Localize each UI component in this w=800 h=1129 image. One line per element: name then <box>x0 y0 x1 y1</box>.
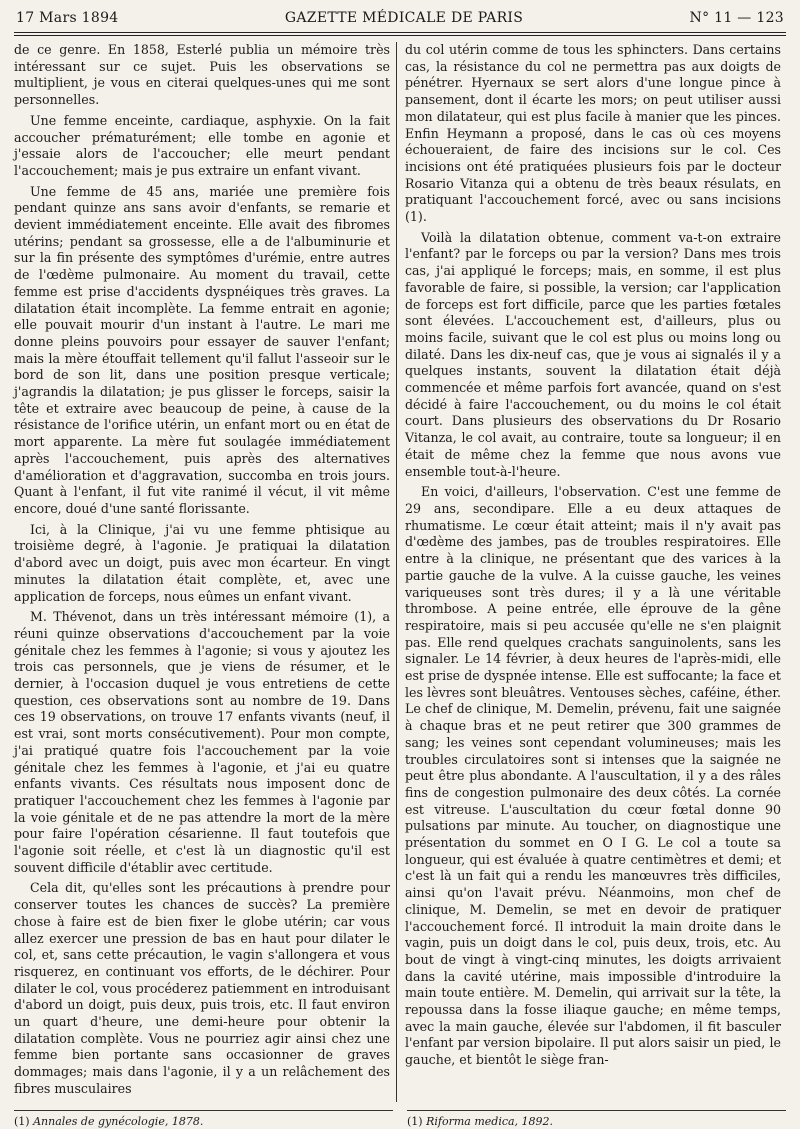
issue-page-number: N° 11 — 123 <box>689 10 784 26</box>
paragraph: du col utérin comme de tous les sphincters. Dans certains cas, la résistance du col ne permettra pas aux doigts de pénétrer. Hyernaux se sert alors d'une longue pince à pansement, dont il écarte les mors; on peut utiliser aussi mon dilatateur, qui est plus facile à manier que les pinces. Enfin Heymann a proposé, dans le cas où ces moyens échoueraient, de faire des incisions sur le col. Ces incisions ont été pratiquées plusieurs fois par le docteur Rosario Vitanza qui a obtenu de très beaux résulats, en pratiquant l'accouchement forcé, avec ou sans incisions (1). <box>405 42 781 225</box>
left-column <box>14 42 396 1102</box>
header-rule-thin <box>14 35 786 36</box>
footnote-mark: (1) <box>14 1114 30 1128</box>
footnote-text: Annales de gynécologie, 1878. <box>33 1114 204 1128</box>
right-column <box>397 42 781 1102</box>
paragraph: Une femme enceinte, cardiaque, asphyxie. On la fait accoucher prématurément; elle tombe en agonie et j'essaie alors de l'accoucher; elle meurt pendant l'accouchement; mais je pus extraire un enfant vivant. <box>14 112 390 178</box>
paragraph: Voilà la dilatation obtenue, comment va-t-on extraire l'enfant? par le forceps ou par la version? Dans mes trois cas, j'ai appliqué le forceps; mais, en somme, il est plus favorable de faire, si possible, la version; car l'application de forceps est fort difficile, parce que les parties fœtales sont élevées. L'accouchement est, d'ailleurs, plus ou moins facile, suivant que le col est plus ou moins long ou dilaté. Dans les dix-neuf cas, que je vous ai signalés il y a quelques instants, souvent la dilatation était déjà commencée et même parfois fort avancée, quand on s'est décidé à faire l'accouchement, ou du moins le col était court. Dans plusieurs des observations du Dr Rosario Vitanza, le col avait, au contraire, toute sa longueur; il en était de même chez la femme que nous avons vue ensemble tout-à-l'heure. <box>405 229 781 479</box>
paragraph: M. Thévenot, dans un très intéressant mémoire (1), a réuni quinze observations d'accouchement par la voie génitale chez les femmes à l'agonie; si vous y ajoutez les trois cas personnels, que je viens de résumer, et le dernier, à l'occasion duquel je vous entretiens de cette question, ces observations sont au nombre de 19. Dans ces 19 observations, on trouve 17 enfants vivants (neuf, il est vrai, sont morts consécutivement). Pour mon compte, j'ai pratiqué quatre fois l'accouchement par la voie génitale chez les femmes à l'agonie, et j'ai eu quatre enfants vivants. Ces résultats nous imposent donc de pratiquer l'accouchement chez les femmes à l'agonie par la voie génitale et de ne pas attendre la mort de la mère pour faire l'opération césarienne. Il faut toutefois que l'agonie soit réelle, et c'est là un diagnostic qu'il est souvent difficile d'établir avec certitude. <box>14 609 390 875</box>
footnotes <box>14 1110 786 1129</box>
footnote-left <box>14 1110 393 1129</box>
header-rule <box>14 32 786 33</box>
paragraph: Une femme de 45 ans, mariée une première fois pendant quinze ans sans avoir d'enfants, se remarie et devient immédiatement enceinte. Elle avait des fibromes utérins; pendant sa grossesse, elle a de l'albuminurie et sur la fin présente des symptômes d'urémie, entre autres de l'œdème pulmonaire. Au moment du travail, cette femme est prise d'accidents dyspnéiques très graves. La dilatation était incomplète. La femme entrait en agonie; elle pouvait mourir d'un instant à l'autre. Le mari me donne pleins pouvoirs pour essayer de sauver l'enfant; mais la mère étouffait tellement qu'il fallut l'asseoir sur le bord de son lit, dans une position presque verticale; j'agrandis la dilatation; je pus glisser le forceps, saisir la tête et extraire avec beaucoup de peine, à cause de la résistance de l'orifice utérin, un enfant mort ou en état de mort apparente. La mère fut soulagée immédiatement après l'accouchement, puis après des alternatives d'amélioration et d'aggravation, succomba en trois jours. Quant à l'enfant, il fut vite ranimé il vécut, il vit même encore, doué d'une santé florissante. <box>14 183 390 516</box>
header-date: 17 Mars 1894 <box>16 10 119 26</box>
newspaper-page <box>14 8 786 1128</box>
footnote-text: Riforma medica, 1892. <box>426 1114 554 1128</box>
paragraph: En voici, d'ailleurs, l'observation. C'est une femme de 29 ans, secondipare. Elle a eu deux attaques de rhumatisme. Le cœur était atteint; mais il n'y avait pas d'œdème des jambes, pas de troubles respiratoires. Elle entre à la clinique, ne présentant que des varices à la partie gauche de la vulve. A la cuisse gauche, les veines variqueuses sont très dures; il y a là une véritable thrombose. A peine entrée, elle éprouve de la gêne respiratoire, mais si peu accusée qu'elle ne s'en plaignit pas. Elle rend quelques crachats sanguinolents, sans les signaler. Le 14 février, à deux heures de l'après-midi, elle est prise de dyspnée intense. Elle est suffocante; la face et les lèvres sont bleuâtres. Ventouses sèches, caféine, éther. Le chef de clinique, M. Demelin, prévenu, fait une saignée à chaque bras et ne peut retirer que 300 grammes de sang; les veines sont cependant volumineuses; mais les troubles circulatoires sont si intenses que la saignée ne peut être plus abondante. A l'auscultation, il y a des râles fins de congestion pulmonaire des deux côtés. La cornée est vitreuse. L'auscultation du cœur fœtal donne 90 pulsations par minute. Au toucher, on diagnostique une présentation du sommet en O I G. Le col a toute sa longueur, qui est évaluée à quatre centimètres et demi; et c'est là un fait qui a rendu les manœuvres très difficiles, ainsi qu'on l'avait prévu. Néanmoins, mon chef de clinique, M. Demelin, se met en devoir de pratiquer l'accouchement forcé. Il introduit la main droite dans le vagin, puis un doigt dans le col, puis deux, trois, etc. Au bout de vingt à vingt-cinq minutes, les doigts arrivaient dans la cavité utérine, mais impossible d'introduire la main toute entière. M. Demelin, qui arrivait sur la tête, la repoussa dans la fosse iliaque gauche; en même temps, avec la main gauche, élevée sur l'abdomen, il fit basculer l'enfant par version bipolaire. Il put alors saisir un pied, le gauche, et bientôt le siège fran- <box>405 484 781 1068</box>
paragraph: de ce genre. En 1858, Esterlé publia un mémoire très intéressant sur ce sujet. Puis les observations se multiplient, je vous en citerai quelques-unes qui me sont personnelles. <box>14 42 390 108</box>
footnote-mark: (1) <box>407 1114 423 1128</box>
paragraph: Cela dit, qu'elles sont les précautions à prendre pour conserver toutes les chances de succès? La première chose à faire est de bien fixer le globe utérin; car vous allez exercer une pression de bas en haut pour dilater le col, et, sans cette précaution, le vagin s'allongera et vous risquerez, en continuant vos efforts, de le déchirer. Pour dilater le col, vous procéderez patiemment en introduisant d'abord un doigt, puis deux, puis trois, etc. Il faut environ un quart d'heure, une demi-heure pour obtenir la dilatation complète. Vous ne pourriez agir ainsi chez une femme bien portante sans occasionner de graves dommages; mais dans l'agonie, il y a un relâchement des fibres musculaires <box>14 880 390 1096</box>
journal-title: GAZETTE MÉDICALE DE PARIS <box>284 10 524 26</box>
paragraph: Ici, à la Clinique, j'ai vu une femme phtisique au troisième degré, à l'agonie. Je pratiquai la dilatation d'abord avec un doigt, puis avec mon écarteur. En vingt minutes la dilatation était complète, et, avec une application de forceps, nous eûmes un enfant vivant. <box>14 521 390 604</box>
page-header <box>14 8 786 28</box>
footnote-right <box>407 1110 786 1129</box>
article-body <box>14 42 786 1102</box>
